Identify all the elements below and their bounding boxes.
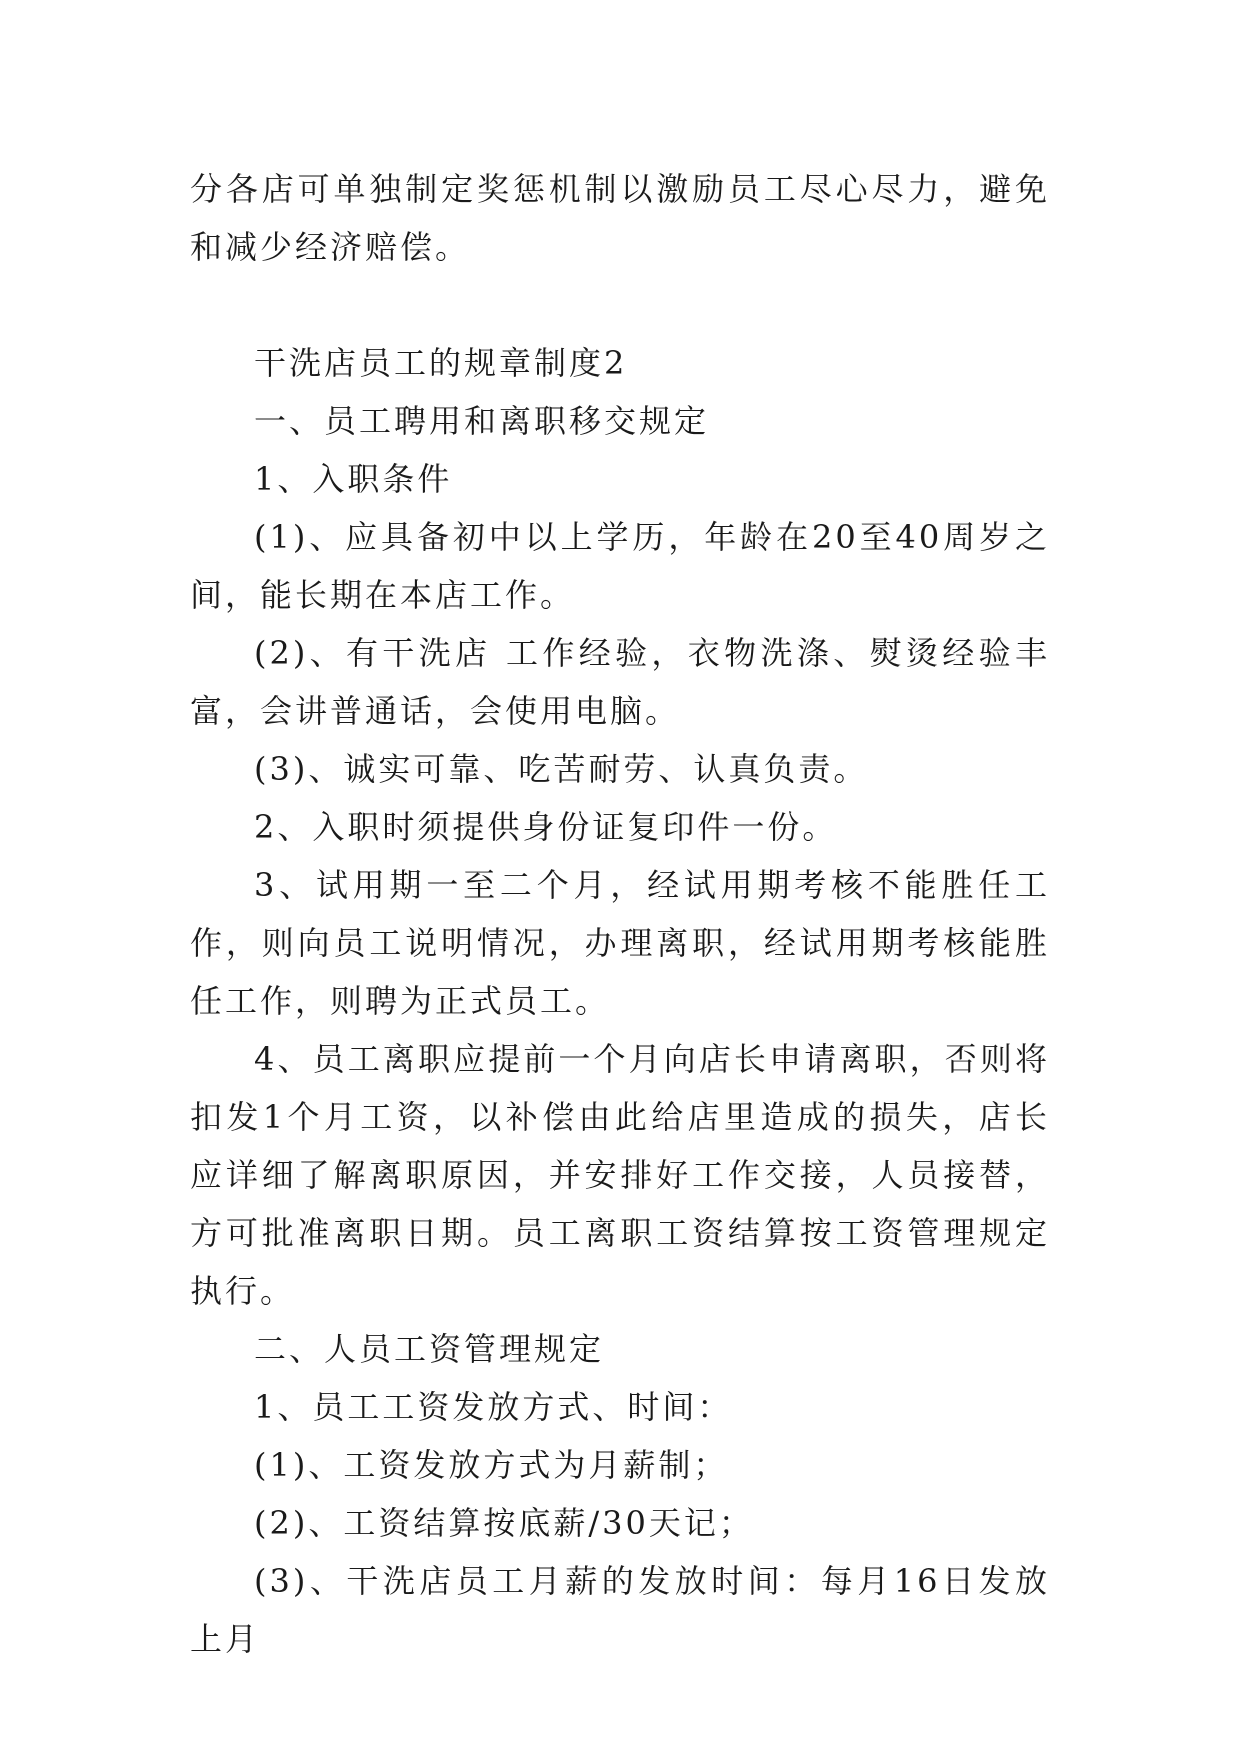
subheading-salary-method: 1、员工工资发放方式、时间： — [254, 1388, 733, 1426]
paragraph-continuation: 分各店可单独制定奖惩机制以激励员工尽心尽力，避免和减少经济赔偿。 — [190, 170, 1050, 266]
paragraph-salary-3: (3)、干洗店员工月薪的发放时间：每月16日发放上月 — [190, 1562, 1050, 1658]
paragraph-resignation: 4、员工离职应提前一个月向店长申请离职，否则将扣发1个月工资，以补偿由此给店里造成的损失，店长应详细了解离职原因，并安排好工作交接，人员接替，方可批准离职日期。员工离职工资结算按工资管理规定执行。 — [190, 1040, 1050, 1310]
heading-two: 二、人员工资管理规定 — [254, 1330, 605, 1368]
paragraph-gap — [190, 276, 1050, 334]
paragraph-salary-2: (2)、工资结算按底薪/30天记； — [254, 1504, 754, 1542]
paragraph-condition-3: (3)、诚实可靠、吃苦耐劳、认真负责。 — [254, 750, 869, 788]
section-title: 干洗店员工的规章制度2 — [254, 344, 628, 382]
document-body — [190, 160, 1050, 1668]
heading-one: 一、员工聘用和离职移交规定 — [254, 402, 710, 440]
paragraph-condition-2: (2)、有干洗店 工作经验，衣物洗涤、熨烫经验丰富，会讲普通话，会使用电脑。 — [190, 634, 1050, 730]
paragraph-salary-1: (1)、工资发放方式为月薪制； — [254, 1446, 729, 1484]
paragraph-condition-1: (1)、应具备初中以上学历，年龄在20至40周岁之间，能长期在本店工作。 — [190, 518, 1050, 614]
paragraph-probation: 3、试用期一至二个月，经试用期考核不能胜任工作，则向员工说明情况，办理离职，经试用期考核能胜任工作，则聘为正式员工。 — [190, 866, 1050, 1020]
paragraph-id-copy: 2、入职时须提供身份证复印件一份。 — [254, 808, 838, 846]
subheading-entry-conditions: 1、入职条件 — [254, 460, 453, 498]
